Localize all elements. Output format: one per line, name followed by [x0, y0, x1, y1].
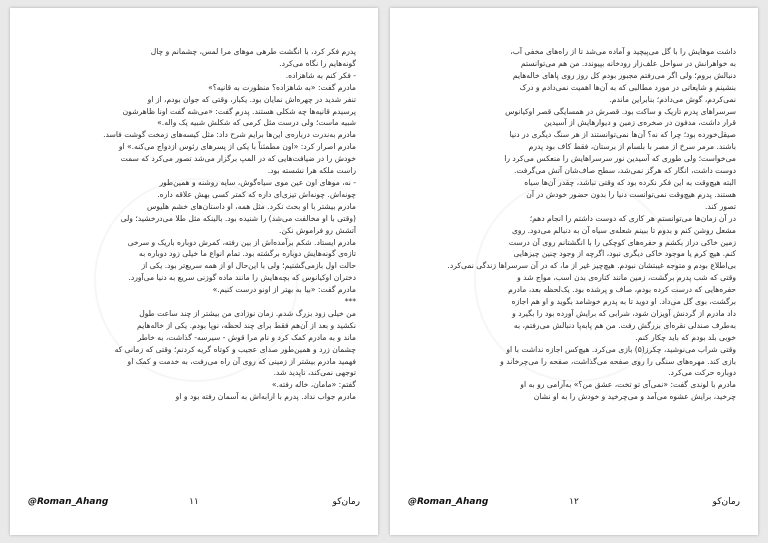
page-number: ۱۲ [569, 497, 579, 507]
text-line: گونه‌هایم را نگاه می‌کرد. [279, 58, 356, 68]
text-line: چونه‌اش. چونه‌اش تیزی‌ای داره که کمتر کسی بهش علاقه داره. [157, 189, 356, 199]
text-line: چشمان زرد و همین‌طور صدای عجیب و کوتاه گریه کردنم؛ وقتی که زمانی که [114, 344, 356, 354]
text-line: مادرم اصرار کرد: «اون مطمئناً با یکی از پسرهای رئوس ازدواج می‌کنه.» او [118, 142, 356, 152]
channel-handle: @Roman_Ahang [408, 497, 489, 507]
text-line: مشعل روشن کنم و بدوم تا ببینم شعله‌ی سیاه آن به دنبالم می‌دود. روی [511, 225, 736, 235]
text-line: مادرم با لوندی گفت: «نمی‌آی تو تخت، عشق من؟» به‌آرامی رو به او [520, 380, 736, 390]
text-line: فهمید مادرم بیشتر از زمینی که روی آن راه می‌رفت، به خدمت و کمک او [127, 356, 356, 366]
text-line: بی‌اطلاع بودم و متوجه غیبتشان نبودم. هیچ‌چیز غیر از ما، که در آن سرسراها زندگی نمی‌کرد. [447, 261, 736, 271]
text-line: دنبالش بروم؛ ولی اگر می‌رفتم مجبور بودم کل روز روی پاهای خاله‌هایم [512, 70, 736, 80]
text-line: سرسراهای پدرم تاریک و ساکت بود. قصرش در همسایگی قصر اوکیانوس [505, 106, 736, 116]
text-line: باشند. مرمر سرخ از مصر با بلسام از برستان، فقط کاف بود پدرم [528, 142, 736, 152]
text-line: صیقل‌خورده بود؛ چرا که نه؟ آن‌ها نمی‌توانستند از هر سنگ دیگری در دنیا [509, 130, 736, 140]
page-footer [28, 493, 360, 507]
text-line: راست ملکه هرا نشسته بود. [267, 166, 356, 176]
page-left [10, 8, 378, 535]
page-number: ۱۱ [189, 497, 199, 507]
text-line: زمین خاکی دراز بکشم و حفره‌های کوچکی را با انگشتانم روی آن درست [508, 237, 736, 247]
text-line: آتشش رو فراموش نکن. [279, 225, 356, 235]
text-line: مادرم ایستاد. شکم برآمده‌اش از بین رفته، کمرش دوباره باریک و سرخی [127, 237, 356, 247]
text-line: گفتم: «مامان، خاله رفته.» [271, 380, 356, 390]
text-line: مادرم بیشتر با او بحث نکرد. مثل همه، او داستان‌های خشم هلیوس [147, 201, 356, 211]
page-text [32, 46, 356, 403]
text-line: مادرم به‌ندرت درباره‌ی این‌ها برایم شرح داد: مثل کیسه‌های زمخت گوشت فاسد. [103, 130, 356, 140]
text-line: حفره‌هایی که درست کرده بودم، صاف و پرشده بود. یک‌لحظه بعد، مادرم [508, 285, 736, 295]
page-right [390, 8, 758, 535]
text-line: ماند و به مادرم کمک کرد و نام مرا قوش - سیرسه- گذاشت، به خاطر [137, 332, 356, 342]
text-line: داشت موهایش را با گل می‌پیچید و آماده می‌شد تا از راه‌های مخفی آب، [510, 47, 736, 56]
text-line: دوست داشت، انگار که هرگز نمی‌شد، سطح صاف‌شان آتش می‌گرفت. [513, 166, 736, 176]
text-line: پدرم فکر کرد، با انگشت طرهی موهای مرا لمس، چشمانم و چال [150, 47, 356, 56]
text-line: به خواهرانش در سواحل علف‌زار رودخانه بپیوندد. من هم می‌توانستم [520, 58, 736, 68]
page-footer [408, 493, 740, 507]
text-line: تازه‌ی گونه‌هایش دوباره برگشته بود. تمام انواع ما خیلی زود دوباره به [139, 249, 356, 259]
text-line: تصور کند. [704, 201, 736, 211]
text-line: هستند. پدرم هیچ‌وقت نمی‌توانست دنیا را بدون حضور خودش در آن [526, 189, 736, 199]
text-line: - فکر کنم به شاهزاده. [285, 70, 356, 80]
text-line: (وقتی با او مخالفت می‌شد) را شنیده بود. بالینکه مثل طلا می‌درخشید؛ ولی [120, 213, 356, 223]
text-line: نمی‌کردم، گوش می‌دادم؛ بنابراین ماندم. [609, 94, 736, 104]
text-line: وقتی شراب می‌نوشید، چکرز(۵) بازی می‌کرد. هیچ‌کس اجازه نداشت با او [506, 344, 736, 354]
text-line: بنشینم و شایعاتی در مورد مطالبی که به آن‌ها اهمیت نمی‌دادم و درک [519, 82, 736, 92]
text-line: مادرم گفت: «بیا به بهتر از اونو درست کنیم.» [212, 285, 356, 295]
text-line: چرخید، برایش عشوه می‌آمد و می‌چرخید و خودش را به او نشان [533, 392, 736, 402]
text-line: البته هیچ‌وقت به این فکر نکرده بود که وقتی نباشد، چقدر آن‌ها سیاه [524, 177, 736, 187]
channel-handle: @Roman_Ahang [28, 497, 109, 507]
text-line: *** [344, 297, 356, 307]
text-line: من خیلی زود بزرگ شدم. زمان نوزادی من بیشتر از چند ساعت طول [139, 308, 356, 318]
text-line: داد مادرم از گردنش آویزان شود، شرابی که برایش آورده بود را بگیرد و [512, 308, 736, 318]
text-line: کنم. هیچ کرم یا موجود خاکی دیگری نبود، اگرچه از وجود چنین چیزهایی [513, 249, 736, 259]
text-line: شبیه ماست؛ ولی درست مثل کرمی که شکلش شبیه یک واله.» [157, 118, 356, 128]
page-text [412, 46, 736, 403]
text-line: بازی کند. مهره‌های سنگی را روی صفحه می‌گذاشت، صفحه را می‌چرخاند و [500, 356, 736, 366]
text-line: به‌طرف صندلی نقره‌ای بزرگش رفت. من هم پابه‌پا دنبالش می‌رفتم، به [513, 320, 736, 330]
text-line: دختران اوکیانوس که بچه‌هایش را مانند ماده گوزنی سریع به دنیا می‌آورد. [128, 273, 356, 283]
text-line: برگشت، بوی گل می‌داد. او دوید تا به پدرم خوشامد بگوید و او هم اجازه [511, 297, 736, 307]
text-line: پرسیدم قانیه‌ها چه شکلی هستند. پدرم گفت: «می‌شه گفت اونا ظاهرشون [122, 106, 356, 116]
text-line: خوبی بلد بودم که باید چکار کنم. [635, 332, 736, 342]
text-line: تنفر شدید در چهره‌اش نمایان بود. یکبار، وقتی که جوان بودم، از او [147, 94, 356, 104]
text-line: نکشید و بعد از آن‌هم فقط برای چند لحظه، نوپا بودم. یکی از خاله‌هایم [137, 320, 356, 330]
text-line: وقتی که شب پدرم برگشت، زمین مانند کناره‌ی بدن اسب، مواج شد و [517, 273, 736, 283]
text-line: دوباره حرکت می‌کرد. [668, 368, 736, 378]
text-line: خودش را در ضیافت‌هایی که در المپ برگزار می‌شد تصور می‌کرد که سمت [120, 154, 356, 164]
text-line: مادرم جواب نداد. پدرم با ارابه‌اش به آسمان رفته بود و او [175, 392, 356, 402]
text-line: توجهی نمی‌کند، ناپدید شد. [273, 368, 356, 378]
text-line: - نه، موهای اون عین موی سیاه‌گوش، سایه روشنه و همین‌طور [159, 177, 356, 187]
book-name: رمان‌کو [332, 497, 360, 507]
book-name: رمان‌کو [712, 497, 740, 507]
text-line: در آن زمان‌ها می‌توانستم هر کاری که دوست داشتم را انجام دهم؛ [529, 213, 736, 223]
text-line: می‌خواست؛ ولی طوری که آسیدین نور سرسراهایش را منعکس می‌کرد را [504, 154, 736, 164]
text-line: حالت اول بازمی‌گشتیم؛ ولی با این‌حال او از همه سریع‌تر بود. یکی از [141, 261, 356, 271]
text-line: مادرم گفت: «به شاهزاده؟ منظورت به قانیه؟» [208, 82, 356, 92]
text-line: قرار داشت، مدفون در صخره‌ی زمین و دیوارهایش از آسیدین [544, 118, 736, 128]
